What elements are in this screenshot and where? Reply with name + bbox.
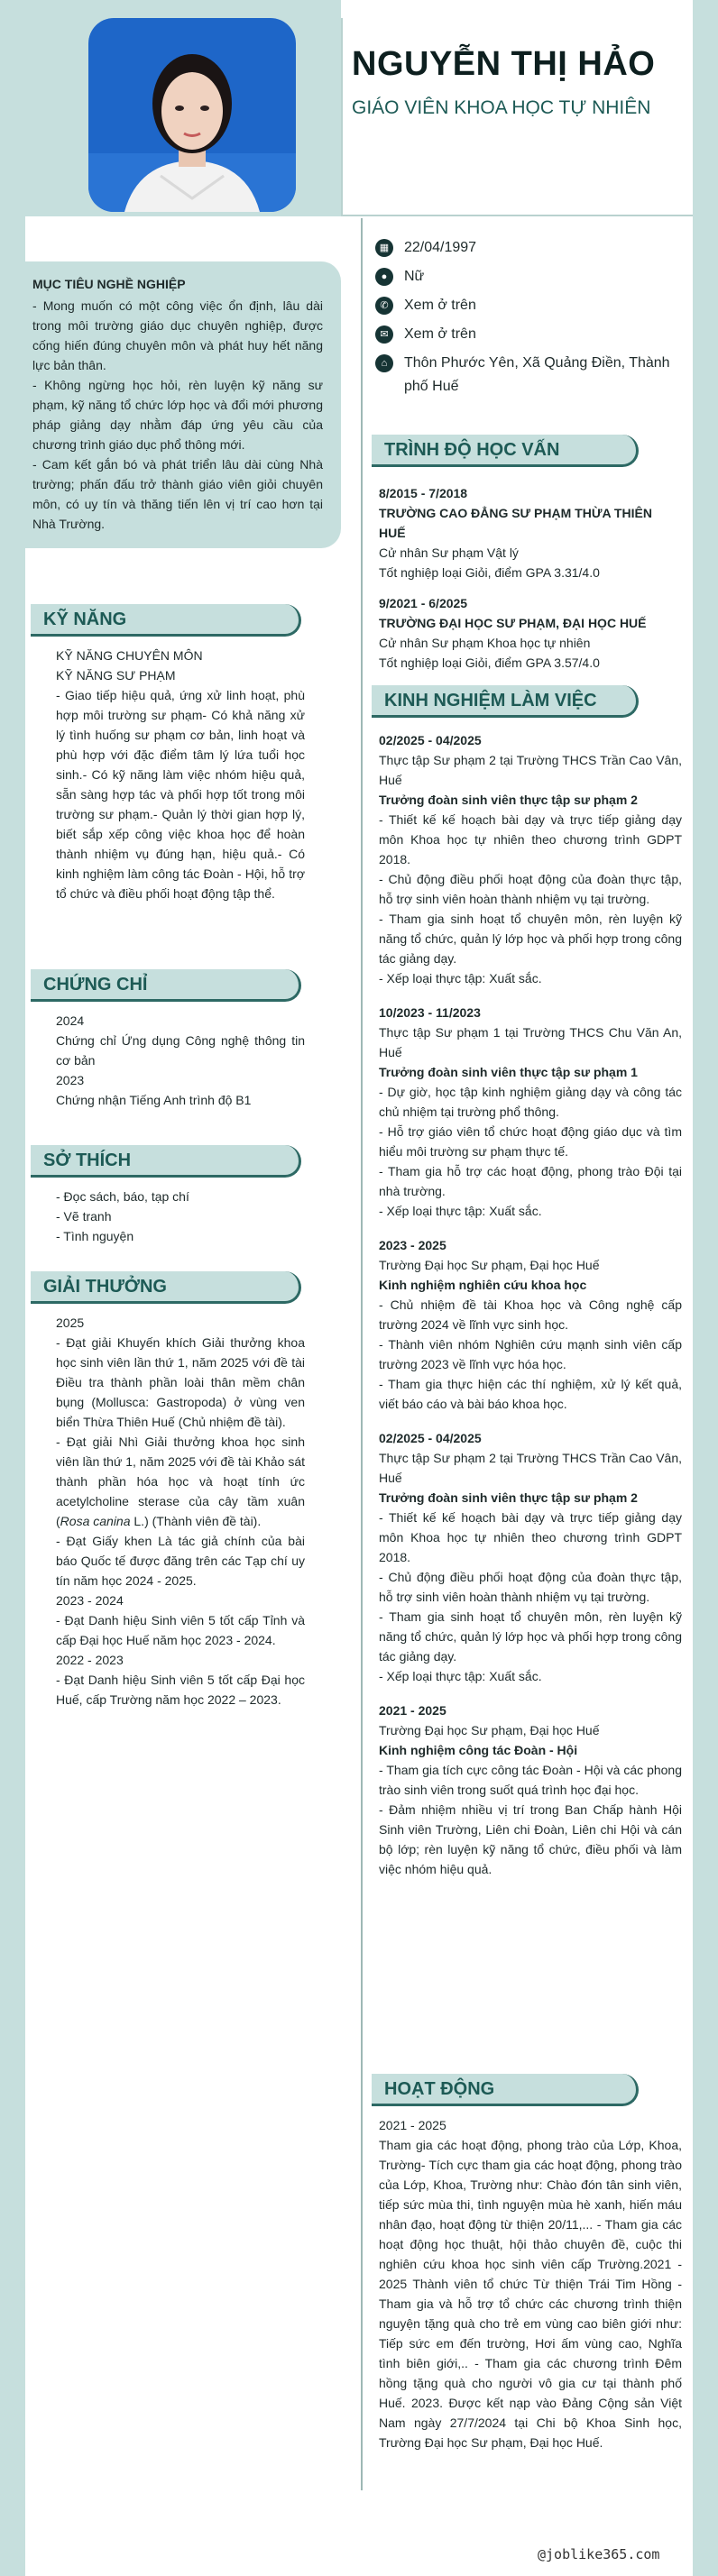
activities-period: 2021 - 2025: [379, 2118, 446, 2132]
award-year: 2023 - 2024: [56, 1593, 124, 1608]
address-value: Thôn Phước Yên, Xã Quảng Điền, Thành phố Huế: [404, 355, 670, 394]
education-section: [375, 435, 682, 673]
career-objective: [5, 261, 341, 548]
experience-entry: 02/2025 - 04/2025 Thực tập Sư phạm 2 tại Trường THCS Trần Cao Vân, Huế Trưởng đoàn sinh viên thực tập sư phạm 2 - Thiết kế kế hoạch bài dạy và trực tiếp giảng dạy môn Khoa học tự nhiên theo chương trình GDPT 2018. - Chủ động điều phối hoạt động của đoàn thực tập, hỗ trợ sinh viên hoàn thành nhiệm vụ tại trường. - Tham gia sinh hoạt tổ chuyên môn, rèn luyện kỹ năng tổ chức, quản lý lớp học và phối hợp trong công tác giảng dạy. - Xếp loại thực tập: Xuất sắc.: [379, 733, 682, 985]
education-entry: 8/2015 - 7/2018 TRƯỜNG CAO ĐẲNG SƯ PHẠM THỪA THIÊN HUẾ Cử nhân Sư phạm Vật lý Tốt nghiệp loại Giỏi, điểm GPA 3.31/4.0: [379, 486, 652, 580]
award-year: 2022 - 2023: [56, 1653, 124, 1667]
experience-entry: 02/2025 - 04/2025 Thực tập Sư phạm 2 tại Trường THCS Trần Cao Vân, Huế Trưởng đoàn sinh viên thực tập sư phạm 2 - Thiết kế kế hoạch bài dạy và trực tiếp giảng dạy môn Khoa học tự nhiên theo chương trình GDPT 2018. - Chủ động điều phối hoạt động của đoàn thực tập, hỗ trợ sinh viên hoàn thành nhiệm vụ tại trường. - Tham gia sinh hoạt tổ chuyên môn, rèn luyện kỹ năng tổ chức, quản lý lớp học và phối hợp trong công tác giảng dạy. - Xếp loại thực tập: Xuất sắc.: [379, 1431, 682, 1683]
activities-section: [375, 2074, 682, 2452]
contact-info: [375, 236, 682, 404]
awards-title: GIẢI THƯỞNG: [43, 1277, 167, 1297]
objective-line: - Mong muốn có một công việc ổn định, lâu dài trong môi trường giáo dục chuyên nghiệp, được cống hiến đúng chuyên môn và phát huy hết năng lực bản thân.: [32, 298, 323, 372]
portrait-photo: [88, 18, 296, 212]
contact-phone: [375, 294, 682, 317]
full-name: NGUYỄN THỊ HẢO: [352, 45, 656, 83]
contact-email: [375, 323, 682, 346]
hobbies-section: [34, 1145, 314, 1246]
contact-gender: [375, 265, 682, 289]
activities-header: [372, 2074, 639, 2106]
activities-text: Tham gia các hoạt động, phong trào của Lớp, Khoa, Trường- Tích cực tham gia các hoạt động, phong trào của Lớp, Khoa, Trường như: Chào đón tân sinh viên, tiếp sức mùa thi, tình nguyện mùa hè xanh, hiến máu nhân đạo, hoạt động từ thiện 20/11,... - Tham gia các hoạt động học thuật, hội thảo chuyên đề, cuộc thi nghiên cứu khoa học sinh viên cấp Trường.2021 - 2025 Thành viên tổ chức Từ thiện Trái Tim Hồng - Tham gia và hỗ trợ tổ chức các chương trình thiện nguyện tặng quà cho trẻ em vùng cao biên giới như: Tiếp sức em đến trường, Hơi ấm vùng cao, Nghĩa tình biên giới,.. - Tham gia các chương trình Đêm hồng tặng quà cho người vô gia cư tại thành phố Huế. 2023. Được kết nạp vào Đảng Cộng sản Việt Nam ngày 27/7/2024 tại Chi bộ Khoa Sinh học, Trường Đại học Sư phạm, Đại học Huế.: [379, 2138, 682, 2450]
objective-title: MỤC TIÊU NGHỀ NGHIỆP: [32, 277, 186, 291]
skills-section: [34, 604, 314, 903]
certificates-title: CHỨNG CHỈ: [43, 975, 148, 995]
skills-title: KỸ NĂNG: [43, 610, 127, 629]
header-name-box: [341, 18, 693, 216]
awards-header: [31, 1271, 301, 1304]
skills-line: KỸ NĂNG SƯ PHẠM: [56, 668, 176, 683]
cv-page: [25, 0, 693, 2576]
gender-icon: ●: [375, 268, 393, 286]
experience-header: [372, 685, 639, 718]
objective-line: - Không ngừng học hỏi, rèn luyện kỹ năng sư phạm, kỹ năng tổ chức lớp học và đổi mới phương pháp giảng dạy nhằm đáp ứng yêu cầu của chương trình giáo dục phổ thông mới.: [32, 378, 323, 452]
awards-section: [34, 1271, 314, 1710]
certificate-year: 2023: [56, 1073, 85, 1087]
calendar-icon: ▦: [375, 239, 393, 257]
certificate-year: 2024: [56, 1013, 85, 1028]
activities-title: HOẠT ĐỘNG: [384, 2079, 495, 2099]
award-year: 2025: [56, 1316, 85, 1330]
experience-title: KINH NGHIỆM LÀM VIỆC: [384, 691, 597, 710]
certificates-header: [31, 969, 301, 1002]
education-entry: 9/2021 - 6/2025 TRƯỜNG ĐẠI HỌC SƯ PHẠM, ĐẠI HỌC HUẾ Cử nhân Sư phạm Khoa học tự nhiên Tốt nghiệp loại Giỏi, điểm GPA 3.57/4.0: [379, 596, 647, 670]
email-icon: ✉: [375, 325, 393, 344]
hobbies-title: SỞ THÍCH: [43, 1150, 132, 1170]
skills-header: [31, 604, 301, 637]
award-item: - Đạt giải Khuyến khích Giải thưởng khoa học sinh viên lần thứ 1, năm 2025 với đề tài Điều tra thành phần loài thân mềm chân bụng (Mollusca: Gastropoda) ở vùng ven biển Thừa Thiên Huế (Chủ nhiệm đề tài).: [56, 1335, 305, 1429]
education-title: TRÌNH ĐỘ HỌC VẤN: [384, 440, 560, 460]
certificate-item: Chứng chỉ Ứng dụng Công nghệ thông tin cơ bản: [56, 1033, 305, 1068]
hobby-item: - Vẽ tranh: [56, 1209, 112, 1224]
email-value: Xem ở trên: [404, 326, 476, 342]
award-item: - Đạt giải Nhì Giải thưởng khoa học sinh viên lần thứ 1, năm 2025 với đề tài Khảo sát thành phần hóa học và hoạt tính ức acetylcholine sterase của cây tầm xuân (Rosa canina L.) (Thành viên đề tài).: [56, 1435, 305, 1528]
hobby-item: - Tình nguyện: [56, 1229, 134, 1243]
experience-entry: 10/2023 - 11/2023 Thực tập Sư phạm 1 tại Trường THCS Chu Văn An, Huế Trưởng đoàn sinh viên thực tập sư phạm 1 - Dự giờ, học tập kinh nghiệm giảng dạy và công tác chủ nhiệm tại trường phổ thông. - Hỗ trợ giáo viên tổ chức hoạt động giáo dục và tìm hiểu môi trường sư phạm thực tế. - Tham gia hỗ trợ các hoạt động, phong trào Đội tại nhà trường. - Xếp loại thực tập: Xuất sắc.: [379, 1005, 682, 1218]
skills-line: - Giao tiếp hiệu quả, ứng xử linh hoạt, phù hợp môi trường sư phạm- Có khả năng xử lý tình huống sư phạm cơ bản, linh hoạt và phù hợp với đặc điểm tâm lý lứa tuổi học sinh.- Có kỹ năng làm việc nhóm hiệu quả, sẵn sàng hợp tác và phối hợp tốt trong môi trường sư phạm.- Quản lý thời gian hợp lý, biết sắp xếp công việc khoa học để hoàn thành nhiệm vụ đúng hạn, hiệu quả.- Có kinh nghiệm làm công tác Đoàn - Hội, hỗ trợ tổ chức và điều phối hoạt động tập thể.: [56, 688, 305, 901]
certificate-item: Chứng nhận Tiếng Anh trình độ B1: [56, 1093, 252, 1107]
award-item: - Đạt Danh hiệu Sinh viên 5 tốt cấp Đại học Huế, cấp Trường năm học 2022 – 2023.: [56, 1673, 305, 1707]
contact-dob: [375, 236, 682, 260]
job-title: GIÁO VIÊN KHOA HỌC TỰ NHIÊN: [352, 97, 651, 118]
experience-section: [375, 685, 682, 1879]
hobbies-header: [31, 1145, 301, 1178]
phone-value: Xem ở trên: [404, 298, 476, 313]
home-icon: ⌂: [375, 354, 393, 372]
experience-entry: 2023 - 2025 Trường Đại học Sư phạm, Đại học Huế Kinh nghiệm nghiên cứu khoa học - Chủ nhiệm đề tài Khoa học và Công nghệ cấp trường 2024 về lĩnh vực sinh học. - Thành viên nhóm Nghiên cứu mạnh sinh viên cấp trường 2023 về lĩnh vực hóa học. - Tham gia thực hiện các thí nghiệm, xử lý kết quả, viết báo cáo và bài báo khoa học.: [379, 1238, 682, 1411]
avatar: [88, 18, 296, 212]
contact-address: [375, 352, 682, 399]
watermark: @joblike365.com: [538, 2546, 660, 2562]
hobby-item: - Đọc sách, báo, tạp chí: [56, 1189, 189, 1204]
experience-entry: 2021 - 2025 Trường Đại học Sư phạm, Đại học Huế Kinh nghiệm công tác Đoàn - Hội - Tham gia tích cực công tác Đoàn - Hội và các phong trào sinh viên trong suốt quá trình học đại học. - Đảm nhiệm nhiều vị trí trong Ban Chấp hành Hội Sinh viên Trường, Liên chi Đoàn, Liên chi Hội và cán bộ lớp; rèn luyện kỹ năng tổ chức, điều phối và làm việc nhóm hiệu quả.: [379, 1703, 682, 1876]
award-item: - Đạt Giấy khen Là tác giả chính của bài báo Quốc tế được đăng trên các Tạp chí uy tín năm học 2024 - 2025.: [56, 1534, 305, 1588]
objective-line: - Cam kết gắn bó và phát triển lâu dài cùng Nhà trường; phấn đấu trở thành giáo viên giỏi chuyên môn, có uy tín và thăng tiến lên vị trí cao hơn tại Nhà Trường.: [32, 457, 323, 531]
education-header: [372, 435, 639, 467]
certificates-section: [34, 969, 314, 1110]
gender-value: Nữ: [404, 269, 425, 284]
skills-line: KỸ NĂNG CHUYÊN MÔN: [56, 648, 203, 663]
column-divider: [361, 218, 363, 2490]
phone-icon: ✆: [375, 297, 393, 315]
award-item: - Đạt Danh hiệu Sinh viên 5 tốt cấp Tỉnh và cấp Đại học Huế năm học 2023 - 2024.: [56, 1613, 305, 1647]
dob-value: 22/04/1997: [404, 240, 477, 255]
